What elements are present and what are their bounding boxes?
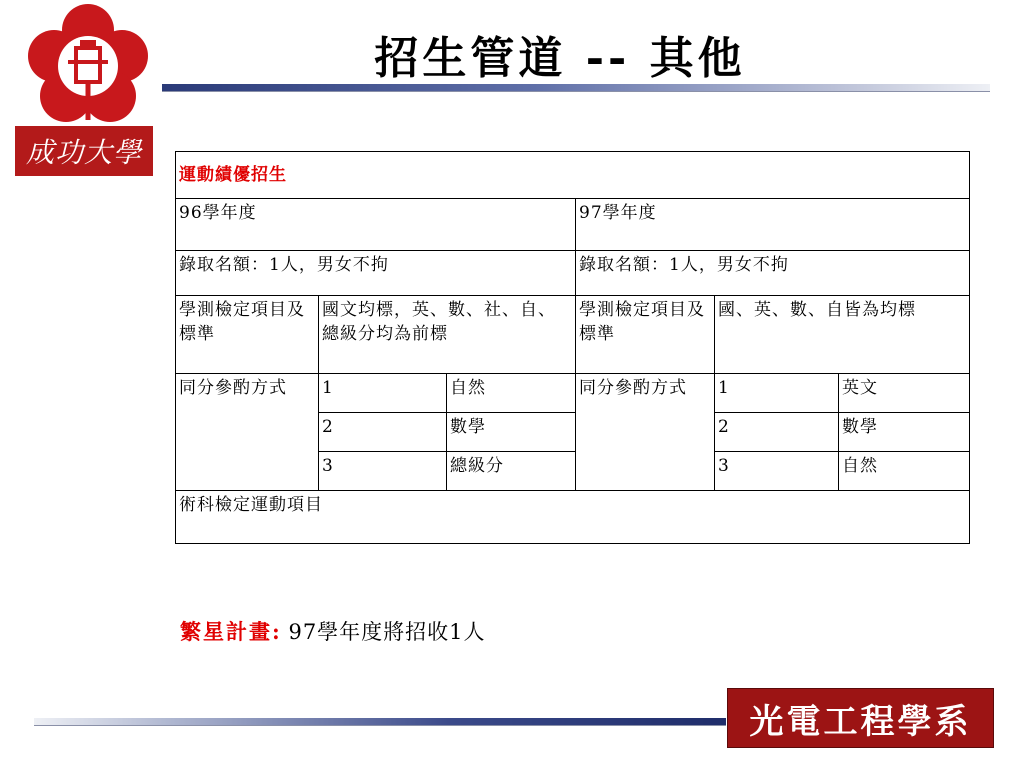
title-divider [162, 84, 990, 92]
tie-subject-96: 總級分 [447, 452, 576, 491]
tie-subject-97: 自然 [839, 452, 970, 491]
criteria-value-96: 國文均標，英、數、社、自、總級分均為前標 [319, 296, 576, 374]
tie-subject-96: 數學 [447, 413, 576, 452]
tie-rank-96: 1 [319, 374, 447, 413]
tie-subject-97: 數學 [839, 413, 970, 452]
tie-rank-97: 1 [715, 374, 839, 413]
year-96-cell: 96學年度 [176, 199, 576, 251]
admission-table [175, 151, 970, 544]
tie-rank-96: 3 [319, 452, 447, 491]
page-title: 招生管道 -- 其他 [374, 33, 746, 84]
footer-divider [34, 718, 726, 726]
star-plan [180, 616, 486, 646]
tie-subject-96: 自然 [447, 374, 576, 413]
table-heading: 運動績優招生 [176, 152, 970, 199]
tie-subject-97: 英文 [839, 374, 970, 413]
tie-rank-97: 3 [715, 452, 839, 491]
tie-rank-96: 2 [319, 413, 447, 452]
flower-emblem-icon [18, 2, 158, 130]
department-badge: 光電工程學系 [727, 688, 994, 748]
tie-label-96: 同分參酌方式 [176, 374, 319, 491]
criteria-label-96: 學測檢定項目及標準 [176, 296, 319, 374]
quota-96-cell: 錄取名額：1人，男女不拘 [176, 251, 576, 296]
criteria-value-97: 國、英、數、自皆為均標 [715, 296, 970, 374]
star-plan-label: 繁星計畫: [180, 619, 282, 644]
footer-row: 術科檢定運動項目 [176, 491, 970, 544]
star-plan-text: 97學年度將招收1人 [288, 620, 486, 644]
tie-rank-97: 2 [715, 413, 839, 452]
tie-label-97: 同分參酌方式 [576, 374, 715, 491]
quota-97-cell: 錄取名額：1人，男女不拘 [576, 251, 970, 296]
criteria-label-97: 學測檢定項目及標準 [576, 296, 715, 374]
year-97-cell: 97學年度 [576, 199, 970, 251]
logo-text: 成功大學 [15, 126, 153, 176]
